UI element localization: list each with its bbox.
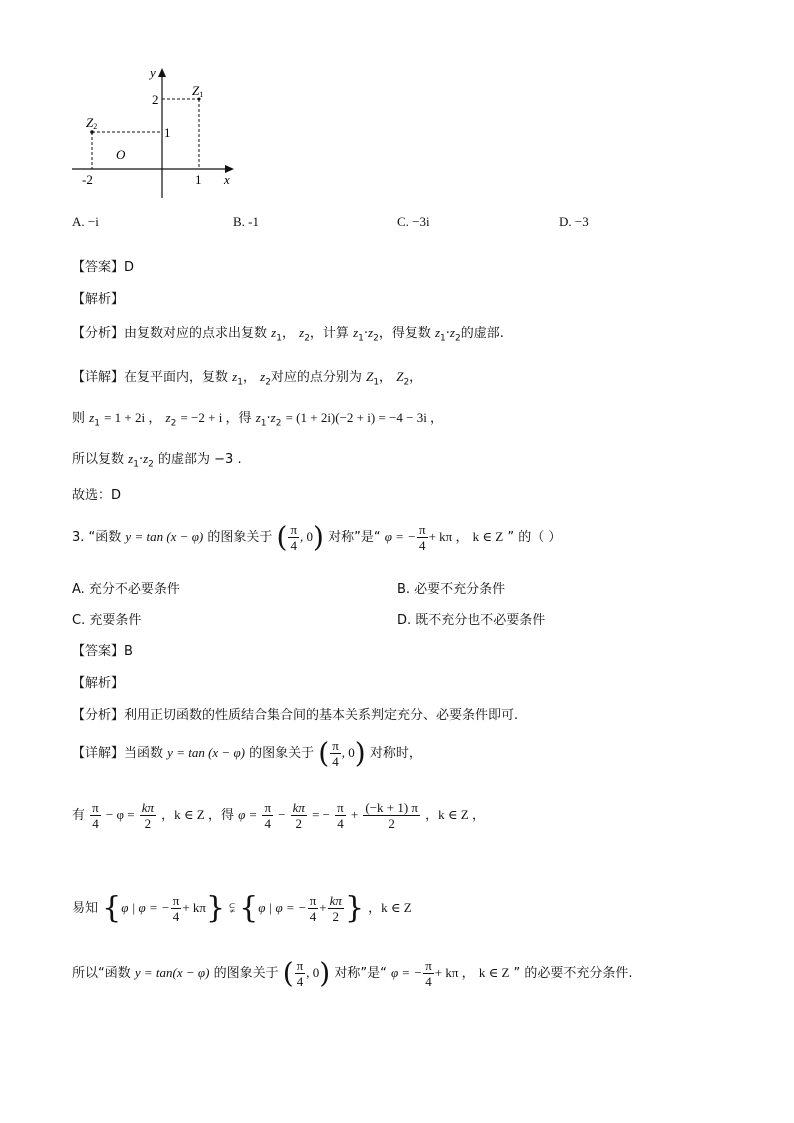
q3-option-c: C. 充要条件 [72,613,142,628]
tick-y2: 2 [152,92,159,107]
q3-option-b: B. 必要不充分条件 [397,582,506,597]
tick-x-neg2: -2 [82,172,93,187]
complex-plane-figure [60,60,250,210]
q2-fenxi: 【分析】由复数对应的点求出复数 $z_1$， $z_2$，计算 $z_1\cdot z_2$，得复数 $z_1\cdot z_2$的虚部. [72,325,504,344]
q3-stem: 3. “函数 y = tan (x − φ) 的图象关于 ( $\frac{\pi}{4}$ , 0) 对称”是“ φ = − $\frac{\pi}{4}$ + kπ ， k ∈ Z ” 的（ ） [72,520,562,554]
q2-option-b: B. -1 [233,214,259,229]
q3-answer: 【答案】B [72,644,133,659]
q2-choice: 故选：D [72,488,122,503]
q3-line4: 所以“函数 y = tan(x − φ) 的图象关于 ( $\frac{\pi}{4}$ , 0) 对称”是“ φ = − $\frac{\pi}{4}$ + kπ ， k ∈ Z ” 的必要不充分条件. [72,956,633,990]
origin-label: O [116,147,126,162]
q2-option-c: C. −3i [397,214,430,229]
q2-line3: 所以复数 $z_1\cdot z_2$ 的虚部为 −3 . [72,451,242,470]
z2-label: Z2 [86,115,98,131]
q2-answer: 【答案】D [72,260,135,275]
q2-option-d: D. −3 [559,214,589,229]
y-axis-arrow [158,68,166,77]
tick-y1: 1 [164,125,171,140]
tick-x1: 1 [195,172,202,187]
q3-option-d: D. 既不充分也不必要条件 [397,613,546,628]
x-axis-label: x [224,172,230,187]
q3-analysis-header: 【解析】 [72,676,125,691]
q2-option-a: A. −i [72,214,99,229]
q2-line2: 则 $z_1 = 1 + 2i$ ， $z_2 = -2 + i$ ，得 $z_1\cdot z_2 = (1 + 2i)(-2 + i) = -4 - 3i$ ， [72,410,444,429]
q3-xiangjie: 【详解】当函数 y = tan (x − φ) 的图象关于 ( $\frac{\pi}{4}$ , 0) 对称时， [72,736,422,770]
q3-fenxi: 【分析】利用正切函数的性质结合集合间的基本关系判定充分、必要条件即可. [72,708,519,723]
q3-option-a: A. 充分不必要条件 [72,582,180,597]
q2-xiangjie: 【详解】在复平面内，复数 $z_1$， $z_2$对应的点分别为 $Z_1$， $Z_2$， [72,369,423,388]
q3-line2: 有 $\frac{\pi}{4}$ − φ = $\frac{k\pi}{2}$ ，k ∈ Z ，得 φ = $\frac{\pi}{4}$ − $\frac{k\pi}{2}$ = − $\frac{\pi}{4}$ + $\frac{(-k + 1) \pi}{2}$ ，k ∈ Z ， [72,800,485,831]
y-axis-label: y [150,65,156,80]
z1-label: Z1 [192,83,204,99]
q3-line3: 易知 {φ | φ = − $\frac{\pi}{4}$ + kπ} ⫋ {φ | φ = − $\frac{\pi}{4}$ + $\frac{k\pi}{2}$ } ，k ∈ Z [72,890,412,926]
q2-analysis-header: 【解析】 [72,292,125,307]
